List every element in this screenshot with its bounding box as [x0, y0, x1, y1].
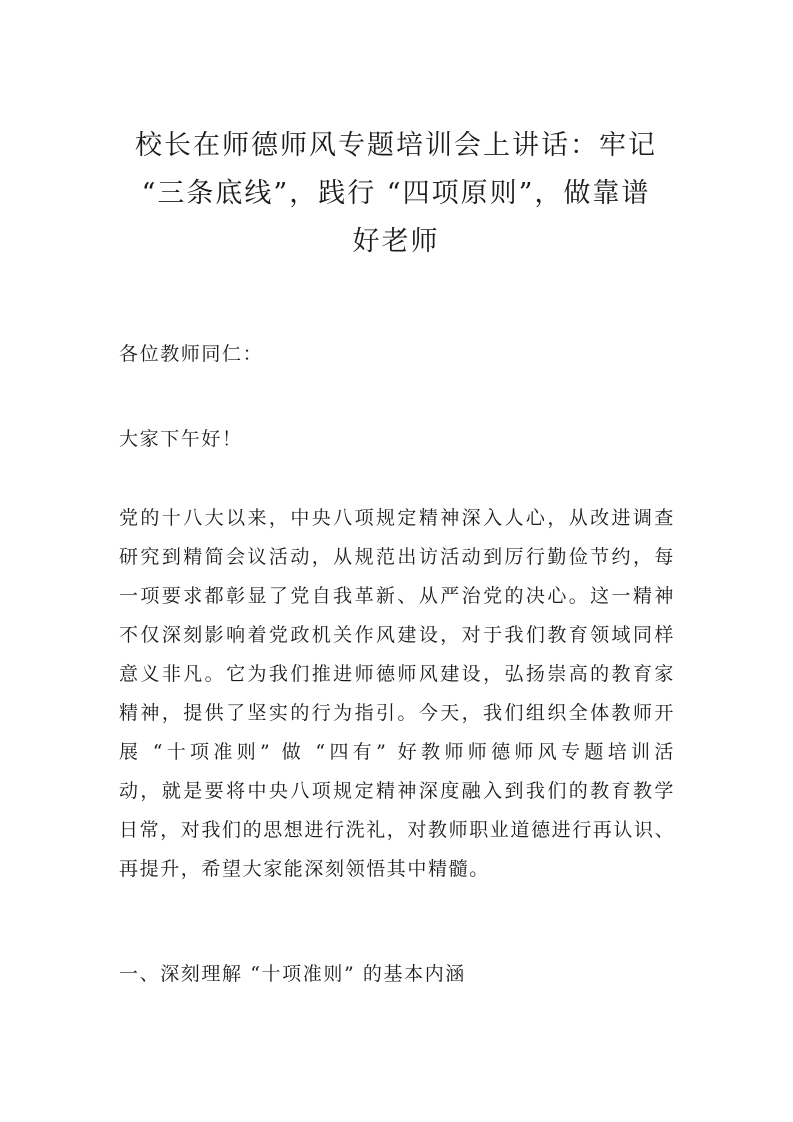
paragraph-line: 一项要求都彰显了党自我革新、从严治党的决心。这一精神: [119, 585, 675, 607]
paragraph-line: 日常，对我们的思想进行洗礼，对教师职业道德进行再认识、: [119, 819, 676, 841]
paragraph-line: 动，就是要将中央八项规定精神深度融入到我们的教育教学: [119, 780, 675, 802]
title-line: “三条底线”，践行 “四项原则”，做靠谱: [141, 178, 651, 209]
paragraph-line: 展 “十项准则” 做 “四有” 好教师师德师风专题培训活: [119, 741, 675, 763]
paragraph-line: 精神，提供了坚实的行为指引。今天，我们组织全体教师开: [119, 702, 675, 724]
paragraph-line: 研究到精简会议活动，从规范出访活动到厉行勤俭节约，每: [119, 546, 675, 568]
title-line: 好老师: [352, 226, 440, 257]
paragraph-line: 意义非凡。它为我们推进师德师风建设，弘扬崇高的教育家: [119, 663, 675, 685]
document-title: [118, 122, 674, 266]
greeting: 大家下午好！: [119, 428, 243, 450]
paragraph-line: 再提升，希望大家能深刻领悟其中精髓。: [119, 858, 490, 880]
section-heading: 一、深刻理解 “十项准则” 的基本内涵: [119, 963, 466, 985]
intro-paragraph: [119, 499, 675, 889]
title-line: 校长在师德师风专题培训会上讲话：牢记: [135, 130, 657, 161]
salutation: 各位教师同仁：: [119, 343, 264, 365]
paragraph-line: 党的十八大以来，中央八项规定精神深入人心，从改进调查: [119, 507, 675, 529]
paragraph-line: 不仅深刻影响着党政机关作风建设，对于我们教育领域同样: [119, 624, 675, 646]
